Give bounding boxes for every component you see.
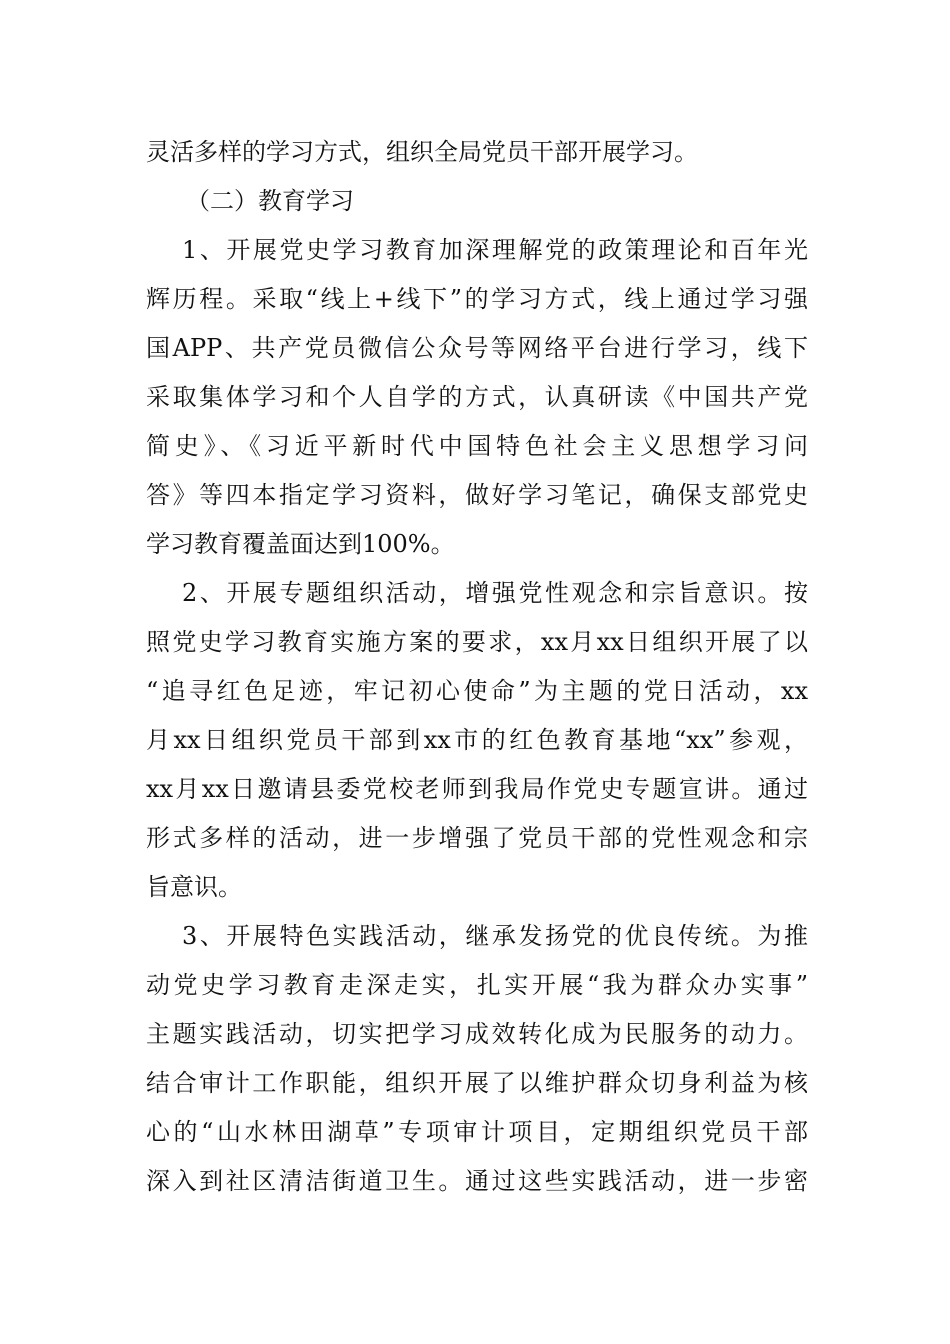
text-line: 心的“山水林田湖草”专项审计项目，定期组织党员干部: [146, 1118, 808, 1146]
paragraph-3-start: 3、开展特色实践活动，继承发扬党的优良传统。为推: [182, 922, 808, 950]
text-line: 旨意识。: [146, 873, 242, 901]
text-line: 深入到社区清洁街道卫生。通过这些实践活动，进一步密: [146, 1167, 808, 1195]
text-line: 动党史学习教育走深走实，扎实开展“我为群众办实事”: [146, 971, 808, 999]
text-line: 形式多样的活动，进一步增强了党员干部的党性观念和宗: [146, 824, 808, 852]
text-line: 照党史学习教育实施方案的要求，xx月xx日组织开展了以: [146, 628, 808, 656]
text-line: 答》等四本指定学习资料，做好学习笔记，确保支部党史: [146, 481, 808, 509]
paragraph-1-start: 1、开展党史学习教育加深理解党的政策理论和百年光: [182, 236, 808, 264]
text-line: “追寻红色足迹，牢记初心使命”为主题的党日活动，xx: [146, 677, 808, 705]
text-line: 月xx日组织党员干部到xx市的红色教育基地“xx”参观，: [146, 726, 808, 754]
text-line: 简史》、《习近平新时代中国特色社会主义思想学习问: [146, 432, 808, 460]
paragraph-2-start: 2、开展专题组织活动，增强党性观念和宗旨意识。按: [182, 579, 808, 607]
text-line: xx月xx日邀请县委党校老师到我局作党史专题宣讲。通过: [146, 775, 808, 803]
text-line: 学习教育覆盖面达到100%。: [146, 530, 455, 558]
section-heading: （二）教育学习: [186, 187, 354, 215]
document-body: [146, 128, 808, 1206]
text-line: 结合审计工作职能，组织开展了以维护群众切身利益为核: [146, 1069, 808, 1097]
text-line: 辉历程。采取“线上+线下”的学习方式，线上通过学习强: [146, 285, 808, 313]
text-line: 灵活多样的学习方式，组织全局党员干部开展学习。: [146, 138, 698, 166]
text-line: 国APP、共产党员微信公众号等网络平台进行学习，线下: [146, 334, 808, 362]
text-line: 采取集体学习和个人自学的方式，认真研读《中国共产党: [146, 383, 808, 411]
text-line: 主题实践活动，切实把学习成效转化成为民服务的动力。: [146, 1020, 808, 1048]
